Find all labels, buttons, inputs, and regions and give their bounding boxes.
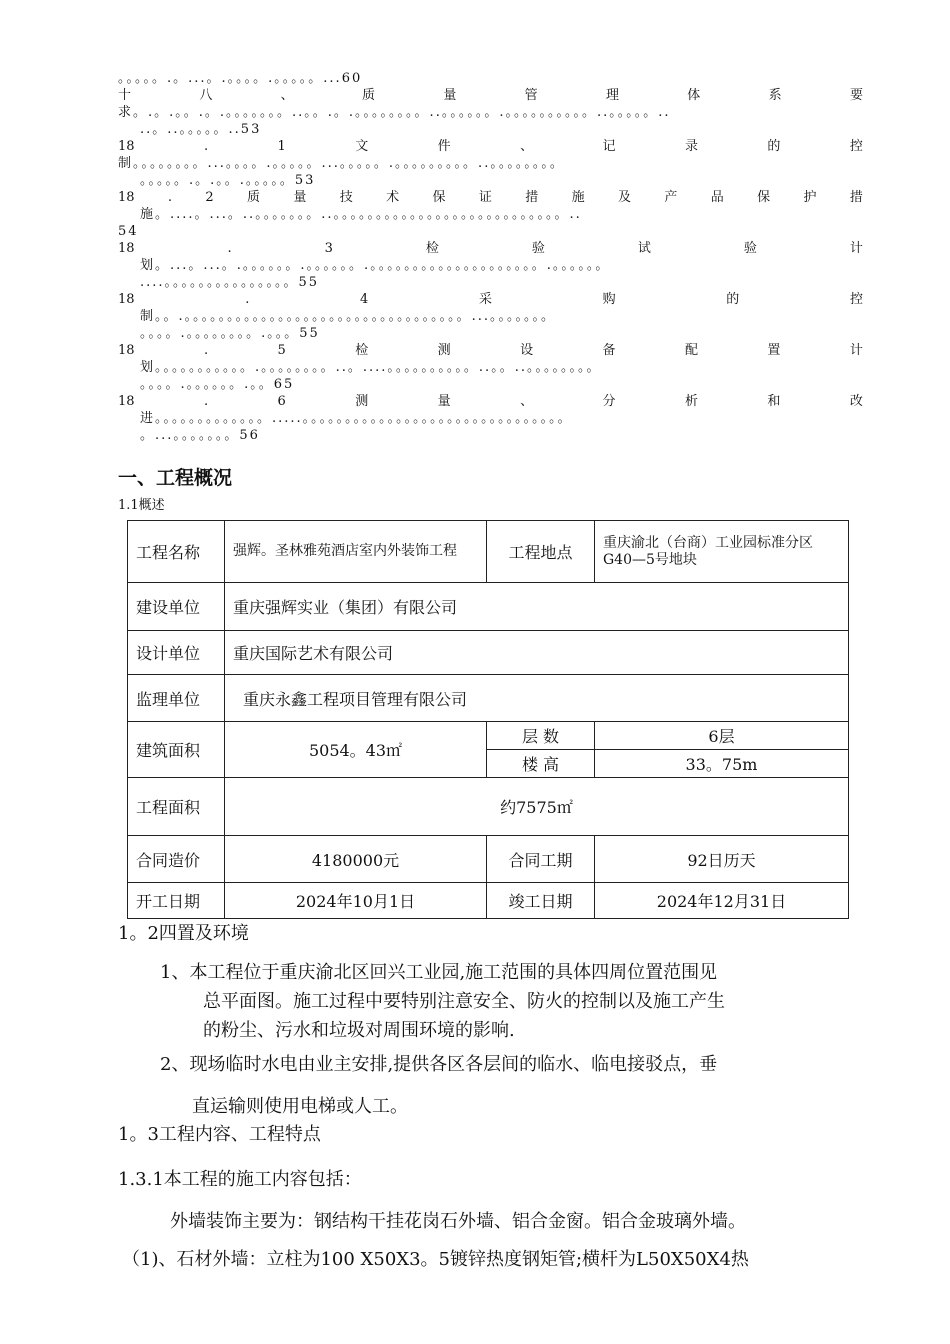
designer-label: 设计单位	[128, 631, 225, 675]
toc-page-number: 55	[298, 275, 320, 290]
toc-entry[interactable]	[118, 189, 863, 240]
toc-heading-char: 量	[293, 190, 307, 205]
height: 33。75m	[595, 750, 849, 778]
toc-heading-char: 、	[520, 394, 534, 409]
end-date: 2024年12月31日	[595, 883, 849, 919]
toc-leader-line: 求。.。.。。.。.。。。。。。。..。。.。.。。。。。。。。..。。。。。。.。。。。。。。。。。..。。。。。..	[118, 105, 671, 120]
toc-entry[interactable]	[118, 291, 863, 342]
toc-heading-char: 、	[280, 88, 294, 103]
project-name: 强辉。圣林雅苑酒店室内外装饰工程	[225, 521, 487, 583]
toc-heading-char: 2	[205, 190, 214, 205]
toc-page-number: 55	[299, 326, 320, 341]
toc-heading-char: 计	[849, 343, 863, 358]
toc-heading-char: 质	[247, 190, 261, 205]
toc-entry-heading	[118, 189, 863, 206]
table-of-contents	[118, 70, 863, 444]
toc-heading-char: 3	[324, 241, 333, 256]
toc-heading-char: 术	[386, 190, 400, 205]
toc-heading-char: 18	[118, 343, 135, 358]
toc-heading-char: 置	[767, 343, 781, 358]
toc-heading-char: .	[203, 394, 209, 409]
toc-leader-line: 施。....。...。..。。。。。。。..。。。。。。。。。。。。。。。。。。。。。。。。。。。..	[140, 207, 582, 222]
toc-heading-char: 采	[478, 292, 492, 307]
toc-heading-char: .	[203, 139, 209, 154]
toc-heading-char: 的	[726, 292, 740, 307]
toc-leader-dots: ..。..。。。。。..	[140, 122, 241, 137]
toc-entry[interactable]	[118, 70, 863, 87]
toc-heading-char: 品	[710, 190, 724, 205]
contract-period-label: 合同工期	[487, 836, 595, 883]
toc-page-number: 54	[118, 224, 139, 239]
toc-heading-char: 护	[803, 190, 817, 205]
toc-leader-line: 划。。。。。。。。。。。.。。。。。。。。..。....。。。。。。。。。。..。。..。。。。。。。。	[140, 360, 602, 375]
toc-page-number: 65	[273, 377, 295, 392]
toc-heading-char: 配	[684, 343, 698, 358]
toc-heading-char: 分	[602, 394, 616, 409]
toc-heading-char: 验	[743, 241, 757, 256]
toc-heading-char: .	[167, 190, 173, 205]
subsection-title: 1.1概述	[118, 498, 165, 513]
project-area-label: 工程面积	[128, 778, 225, 836]
paragraph-1-2-1c: 的粉尘、污水和垃圾对周围环境的影响.	[203, 1020, 515, 1041]
toc-heading-char: 量	[437, 394, 451, 409]
toc-entry-heading	[118, 240, 863, 257]
toc-heading-char: 控	[849, 139, 863, 154]
toc-heading-char: 质	[361, 88, 375, 103]
toc-heading-char: 18	[118, 139, 135, 154]
toc-entry[interactable]	[118, 342, 863, 393]
height-label: 楼 高	[487, 750, 595, 778]
building-area: 5054。43㎡	[225, 722, 487, 778]
toc-heading-char: .	[227, 241, 232, 256]
toc-heading-char: 1	[277, 139, 286, 154]
toc-leader-dots: 。。。。.。。。。。。.。。	[140, 377, 274, 392]
toc-heading-char: 八	[199, 88, 213, 103]
toc-heading-char: 件	[437, 139, 451, 154]
toc-heading-char: 计	[849, 241, 863, 256]
supervisor: 重庆永鑫工程项目管理有限公司	[225, 675, 849, 722]
toc-heading-char: 保	[757, 190, 771, 205]
contract-price: 4180000元	[225, 836, 487, 883]
toc-entry-heading	[118, 342, 863, 359]
toc-heading-char: .	[203, 343, 209, 358]
toc-heading-char: 理	[605, 88, 619, 103]
toc-heading-char: 管	[524, 88, 538, 103]
section-1-3-title: 1。3工程内容、工程特点	[118, 1124, 321, 1145]
toc-heading-char: 测	[355, 394, 369, 409]
toc-entry-heading	[118, 393, 863, 410]
toc-heading-char: 18	[118, 292, 135, 307]
toc-leader-line: 进。。。。。。。。。。。。。.....。。。。。。。。。。。。。。。。。。。。。。。。。。。。。。。	[140, 411, 573, 426]
toc-heading-char: 检	[355, 343, 369, 358]
floors-label: 层 数	[487, 722, 595, 750]
toc-heading-char: 及	[618, 190, 632, 205]
supervisor-label: 监理单位	[128, 675, 225, 722]
toc-heading-char: 技	[339, 190, 353, 205]
toc-heading-char: 试	[637, 241, 651, 256]
location: 重庆渝北（台商）工业园标准分区G40—5号地块	[595, 521, 849, 583]
floors: 6层	[595, 722, 849, 750]
paragraph-1-3-1-1: 外墙装饰主要为：钢结构干挂花岗石外墙、铝合金窗。铝合金玻璃外墙。	[170, 1211, 746, 1232]
contract-price-label: 合同造价	[128, 836, 225, 883]
end-date-label: 竣工日期	[487, 883, 595, 919]
toc-heading-char: 6	[277, 394, 286, 409]
project-area: 约7575㎡	[225, 778, 849, 836]
toc-heading-char: 记	[602, 139, 616, 154]
toc-heading-char: 保	[432, 190, 446, 205]
owner: 重庆强辉实业（集团）有限公司	[225, 583, 849, 631]
toc-heading-char: 备	[602, 343, 616, 358]
toc-heading-char: 检	[425, 241, 439, 256]
start-date: 2024年10月1日	[225, 883, 487, 919]
toc-leader-dots: 。。。。。.。.。。.。。。。。	[140, 173, 295, 188]
toc-heading-char: 设	[520, 343, 534, 358]
toc-page-number: 56	[239, 428, 260, 443]
toc-heading-char: 18	[118, 190, 135, 205]
toc-heading-char: 录	[684, 139, 698, 154]
toc-leader-dots: 。...。。。。。。。	[140, 428, 240, 443]
toc-leader-line: 制。。。。。。。。...。。。。.。。。。。...。。。。。.。。。。。。。。。..。。。。。。。。	[118, 156, 565, 171]
section-1-2-title: 1。2四置及环境	[118, 923, 249, 944]
toc-page-number: 53	[294, 173, 316, 188]
section-title: 一、工程概况	[118, 467, 233, 489]
project-name-label: 工程名称	[128, 521, 225, 583]
toc-heading-char: 、	[520, 139, 534, 154]
toc-heading-char: 4	[360, 292, 369, 307]
toc-leader-line: 制。。.。。。。。。。。。。。。。。。。。。。。。。。。。。。。。。。。。...。。。。。。。	[140, 309, 557, 324]
toc-heading-char: 5	[277, 343, 286, 358]
toc-page-number: 60	[341, 71, 363, 86]
toc-heading-char: 控	[849, 292, 863, 307]
designer: 重庆国际艺术有限公司	[225, 631, 849, 675]
toc-page-number: 53	[240, 122, 262, 137]
toc-heading-char: 购	[602, 292, 616, 307]
toc-heading-char: 析	[684, 394, 698, 409]
contract-period: 92日历天	[595, 836, 849, 883]
toc-leader-dots: ....。。。。。。。。。。。。。。。	[140, 275, 299, 290]
toc-heading-char: 验	[531, 241, 545, 256]
toc-heading-char: 措	[849, 190, 863, 205]
toc-entry[interactable]	[118, 87, 863, 138]
toc-heading-char: 和	[767, 394, 781, 409]
toc-heading-char: 改	[849, 394, 863, 409]
toc-entry-heading	[118, 138, 863, 155]
toc-heading-char: 产	[664, 190, 678, 205]
paragraph-1-2-1a: 1、本工程位于重庆渝北区回兴工业园,施工范围的具体四周位置范围见	[160, 962, 718, 983]
toc-entry[interactable]	[118, 393, 863, 444]
toc-entry[interactable]	[118, 138, 863, 189]
toc-heading-char: 措	[525, 190, 539, 205]
toc-entry[interactable]	[118, 240, 863, 291]
start-date-label: 开工日期	[128, 883, 225, 919]
toc-heading-char: 测	[437, 343, 451, 358]
toc-heading-char: 量	[443, 88, 457, 103]
toc-heading-char: 证	[478, 190, 492, 205]
owner-label: 建设单位	[128, 583, 225, 631]
toc-heading-char: 文	[355, 139, 369, 154]
paragraph-1-2-1b: 总平面图。施工过程中要特别注意安全、防火的控制以及施工产生	[203, 991, 725, 1012]
toc-heading-char: 系	[768, 88, 782, 103]
toc-entry-heading	[118, 87, 863, 104]
toc-heading-char: 施	[571, 190, 585, 205]
toc-heading-char: 18	[118, 241, 135, 256]
paragraph-1-2-2b: 直运输则使用电梯或人工。	[192, 1096, 408, 1117]
project-info-table	[127, 520, 849, 919]
toc-leader-line: 划。...。...。.。。。。。。.。。。。。。.。。。。。。。。。。。。。。。。。。。。.。。。。。。	[140, 258, 611, 273]
section-1-3-1-title: 1.3.1本工程的施工内容包括：	[118, 1169, 362, 1190]
toc-heading-char: 的	[767, 139, 781, 154]
toc-heading-char: 18	[118, 394, 135, 409]
toc-leader-dots: 。。。。。.。...。.。。。。.。。。。。...	[118, 71, 342, 86]
paragraph-1-2-2a: 2、现场临时水电由业主安排,提供各区各层间的临水、临电接驳点，垂	[160, 1054, 718, 1075]
toc-heading-char: 要	[849, 88, 863, 103]
location-label: 工程地点	[487, 521, 595, 583]
toc-heading-char: 体	[687, 88, 701, 103]
toc-leader-dots: 。。。。.。。。。。。。。.。。。	[140, 326, 300, 341]
toc-entry-heading	[118, 291, 863, 308]
toc-heading-char: 十	[118, 88, 132, 103]
toc-heading-char: .	[245, 292, 250, 307]
building-area-label: 建筑面积	[128, 722, 225, 778]
paragraph-1-3-1-2: （1)、石材外墙：立柱为100 X50X3。5镀锌热度钢矩管;横杆为L50X50X4热	[122, 1249, 749, 1270]
